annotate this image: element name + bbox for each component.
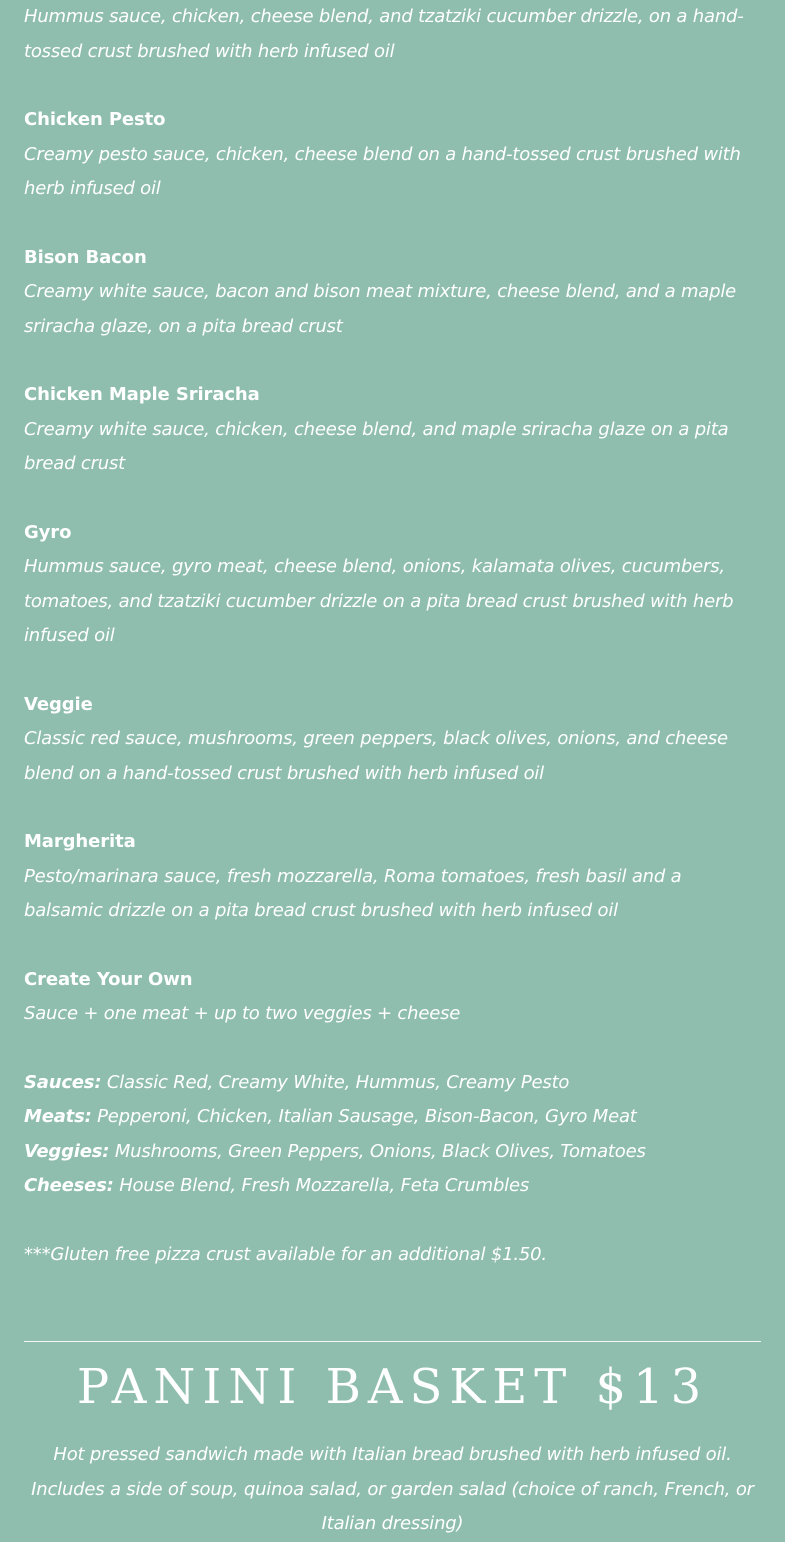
menu-item-chicken-maple-sriracha bbox=[24, 378, 764, 482]
menu-item-name: Create Your Own bbox=[24, 968, 193, 990]
menu-item-description: Pesto/marinara sauce, fresh mozzarella, Roma tomatoes, fresh basil and a balsamic drizzle on a pita bread crust brushed with herb infused oil bbox=[24, 865, 682, 921]
menu-item-name: Chicken Pesto bbox=[24, 109, 166, 130]
option-value: Mushrooms, Green Peppers, Onions, Black Olives, Tomatoes bbox=[109, 1140, 646, 1162]
section-title-panini: PANINI BASKET $13 bbox=[76, 1359, 709, 1415]
option-label: Cheeses: bbox=[24, 1175, 114, 1196]
option-label: Veggies: bbox=[24, 1140, 110, 1162]
topping-options bbox=[24, 1066, 764, 1204]
menu-item-bison-bacon bbox=[24, 241, 764, 345]
option-label: Sauces: bbox=[24, 1071, 102, 1093]
menu-item-chicken-pesto bbox=[24, 103, 764, 207]
menu-item-name: Gyro bbox=[24, 521, 72, 543]
menu-item-create-your-own bbox=[24, 963, 764, 1032]
menu-item-description: Creamy white sauce, bacon and bison meat mixture, cheese blend, and a maple sriracha glaze, on a pita bread crust bbox=[24, 281, 737, 337]
menu-content bbox=[24, 0, 764, 1290]
menu-item-gyro bbox=[24, 516, 764, 654]
menu-item-description: Sauce + one meat + up to two veggies + cheese bbox=[24, 1003, 461, 1024]
option-value: House Blend, Fresh Mozzarella, Feta Crumbles bbox=[113, 1175, 530, 1196]
option-cheeses bbox=[24, 1169, 764, 1204]
option-label: Meats: bbox=[24, 1106, 92, 1127]
menu-item-name: Veggie bbox=[24, 693, 93, 715]
option-value: Classic Red, Creamy White, Hummus, Creamy Pesto bbox=[101, 1071, 570, 1093]
intro-item-description: Hummus sauce, chicken, cheese blend, and tzatziki cucumber drizzle, on a hand-tossed crust brushed with herb infused oil bbox=[24, 6, 744, 62]
menu-item-veggie bbox=[24, 688, 764, 792]
gluten-free-note: ***Gluten free pizza crust available for an additional $1.50. bbox=[24, 1243, 547, 1265]
menu-item-description: Classic red sauce, mushrooms, green peppers, black olives, onions, and cheese blend on a hand-tossed crust brushed with herb infused oil bbox=[24, 728, 728, 784]
section-divider bbox=[24, 1341, 761, 1342]
option-veggies bbox=[24, 1135, 764, 1170]
menu-item-name: Chicken Maple Sriracha bbox=[24, 384, 260, 405]
option-meats bbox=[24, 1100, 764, 1135]
menu-item-description: Creamy pesto sauce, chicken, cheese blend on a hand-tossed crust brushed with herb infused oil bbox=[24, 143, 741, 199]
menu-item-margherita bbox=[24, 825, 764, 929]
option-value: Pepperoni, Chicken, Italian Sausage, Bison-Bacon, Gyro Meat bbox=[91, 1106, 637, 1127]
menu-item-name: Bison Bacon bbox=[24, 246, 147, 268]
menu-item-description: Hummus sauce, gyro meat, cheese blend, onions, kalamata olives, cucumbers, tomatoes, and tzatziki cucumber drizzle on a pita bread crust brushed with herb infused oil bbox=[24, 556, 734, 646]
menu-item-name: Margherita bbox=[24, 831, 136, 852]
section-description-panini: Hot pressed sandwich made with Italian bread brushed with herb infused oil. Includes a side of soup, quinoa salad, or garden salad (choice of ranch, French, or Italian dressing) bbox=[31, 1444, 754, 1534]
option-sauces bbox=[24, 1066, 764, 1101]
menu-item-description: Creamy white sauce, chicken, cheese blend, and maple sriracha glaze on a pita bread crust bbox=[24, 418, 729, 474]
